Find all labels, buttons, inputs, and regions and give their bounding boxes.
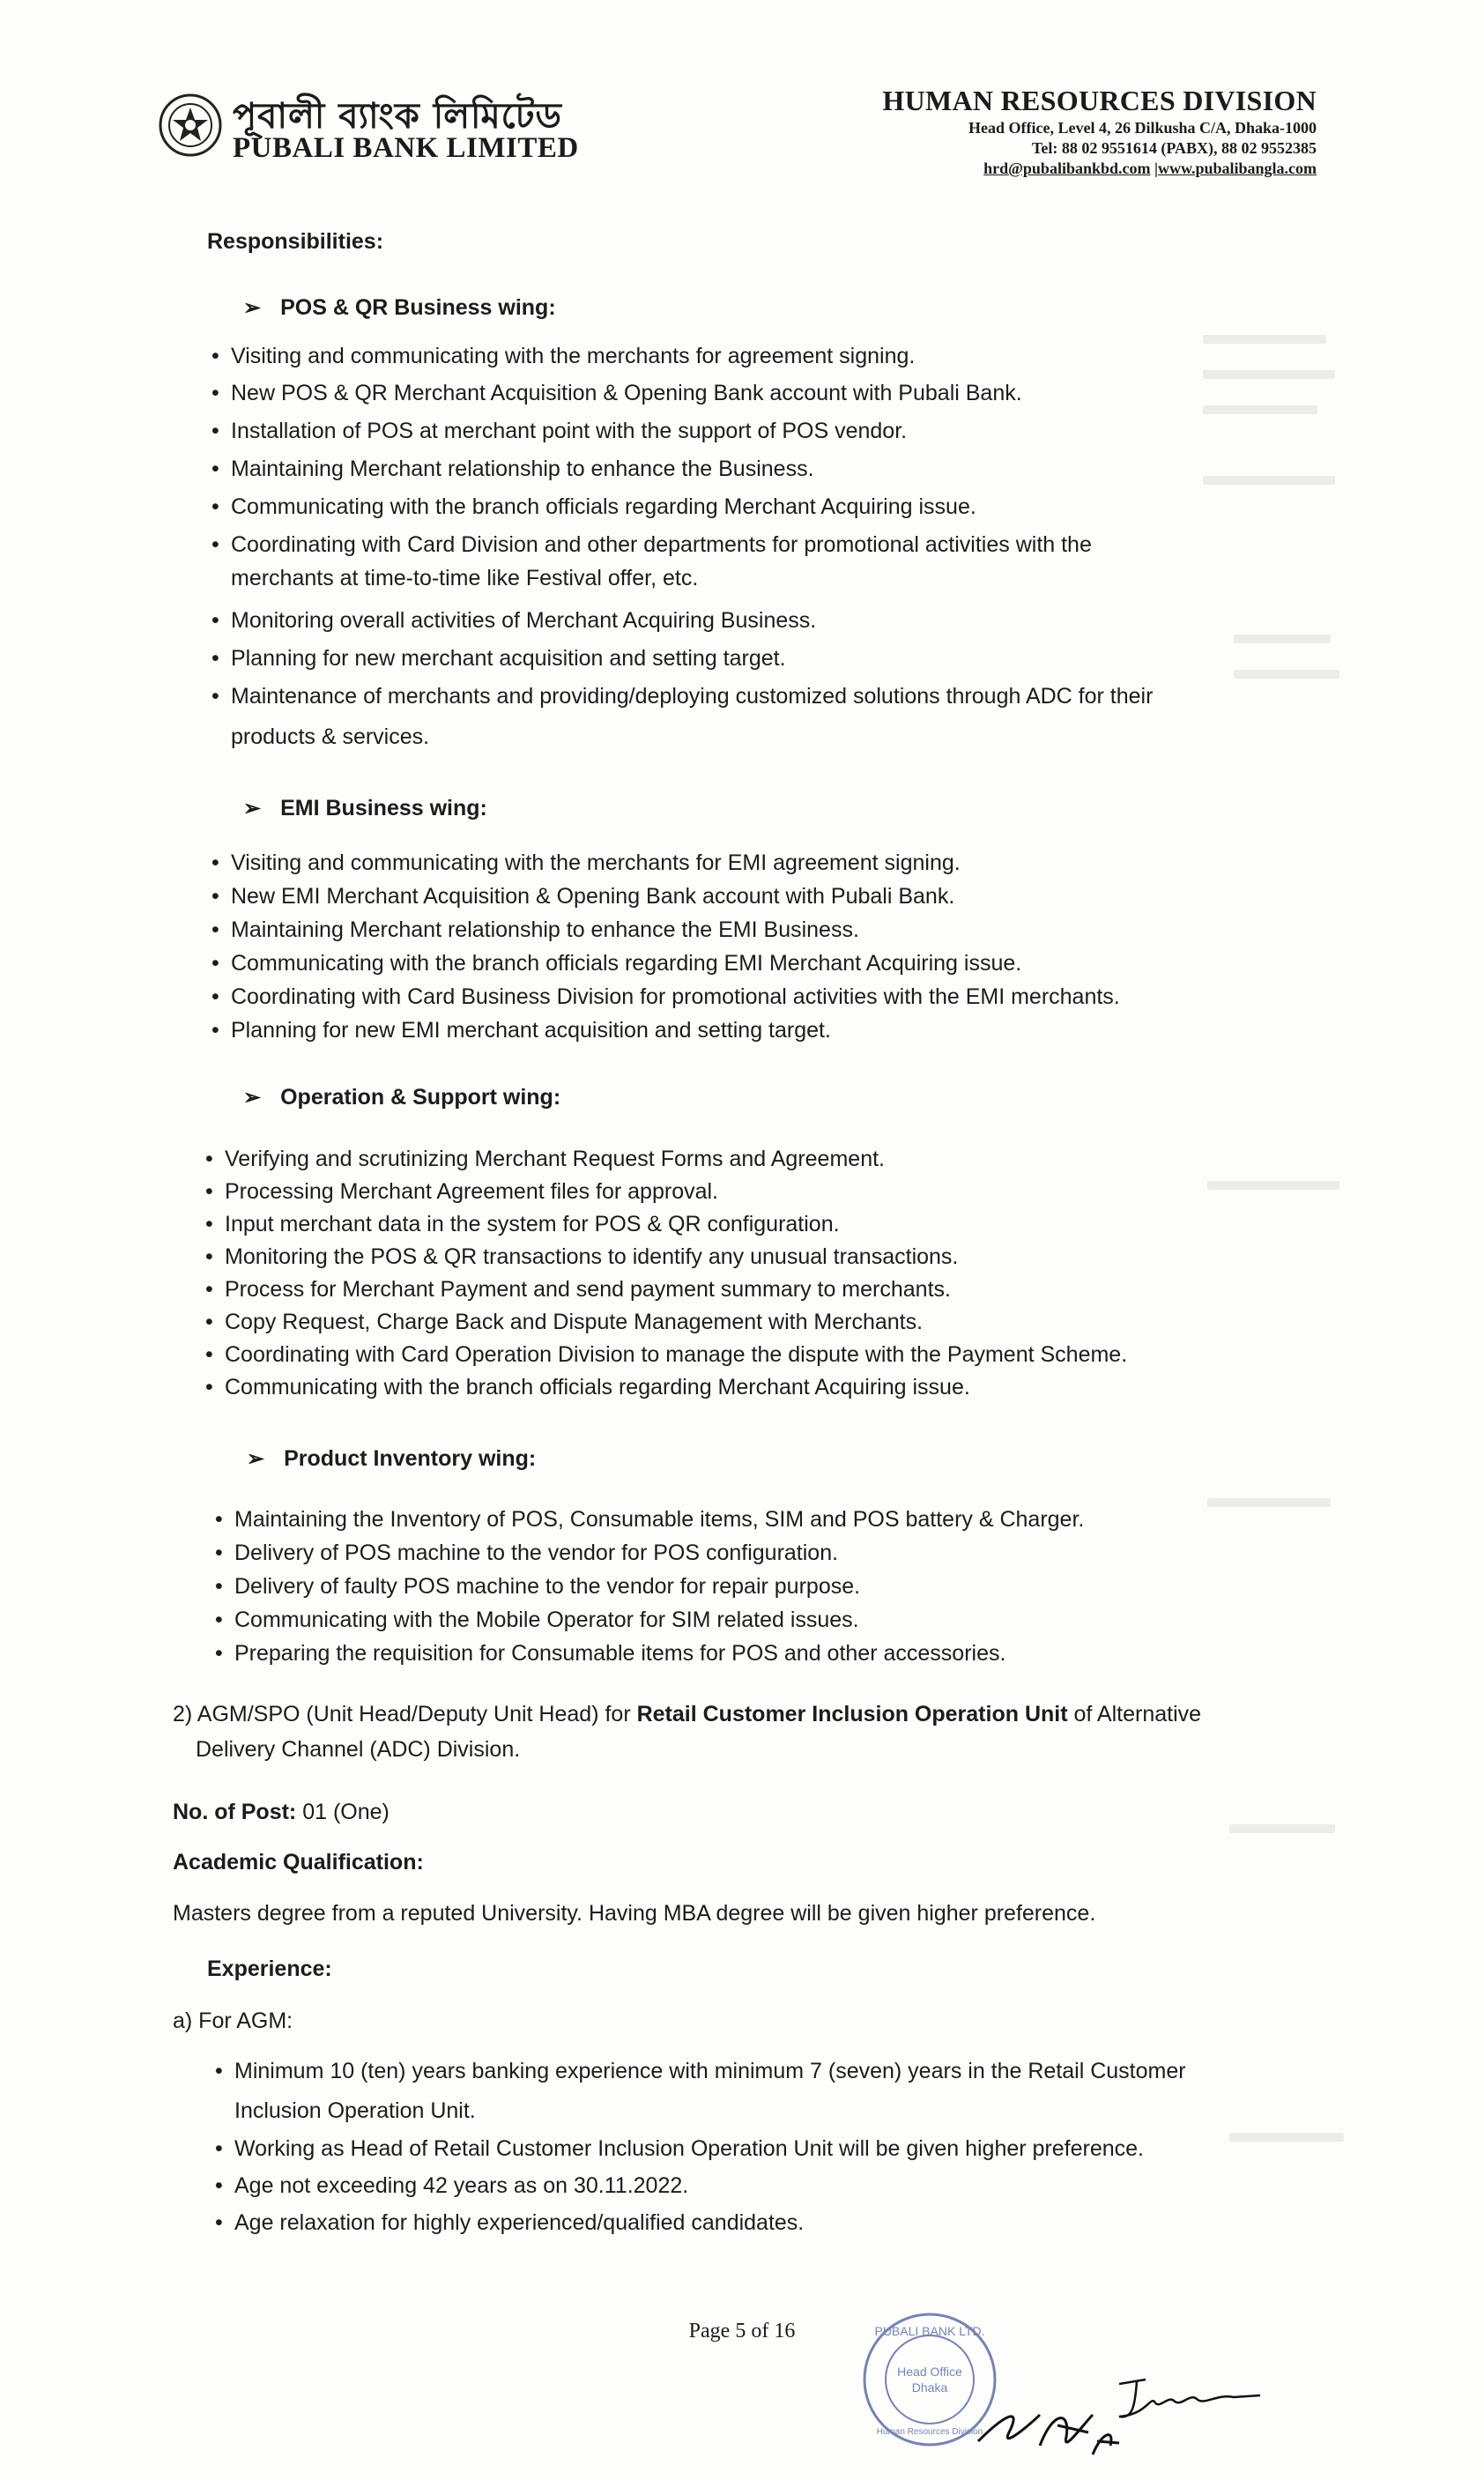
phone-numbers: Tel: 88 02 9551614 (PABX), 88 02 9552385 — [1032, 139, 1317, 157]
no-of-post — [173, 1798, 390, 1826]
bleed-through — [1229, 1824, 1335, 1833]
bleed-through — [1203, 476, 1335, 485]
list-item: • Delivery of faulty POS machine to the vendor for repair purpose. — [215, 1572, 1084, 1606]
pos-wing-list — [211, 342, 1092, 570]
bleed-through — [1207, 1498, 1331, 1507]
ops-wing-title: Operation & Support wing: — [280, 1085, 561, 1110]
list-item: • Monitoring the POS & QR transactions to identify any unusual transactions. — [205, 1243, 1127, 1275]
bank-logo — [157, 88, 579, 176]
list-item: • Delivery of POS machine to the vendor for POS configuration. — [215, 1539, 1084, 1572]
no-of-post-value: 01 (One) — [296, 1800, 390, 1824]
bank-name-bangla: পূবালী ব্যাংক লিমিটেড — [233, 95, 562, 137]
post-2-title-suffix: of Alternative — [1067, 1702, 1202, 1726]
arrow-bullet-icon: ➢ — [247, 1447, 265, 1471]
list-item: • Monitoring overall activities of Merchant Acquiring Business. — [211, 606, 1153, 644]
bleed-through — [1203, 370, 1335, 379]
list-item: • Maintaining Merchant relationship to enhance the Business. — [211, 455, 1092, 493]
list-item: • Planning for new EMI merchant acquisition and setting target. — [211, 1016, 1120, 1050]
list-item: • Maintaining the Inventory of POS, Consumable items, SIM and POS battery & Charger. — [215, 1505, 1084, 1539]
list-item: • Copy Request, Charge Back and Dispute Management with Merchants. — [205, 1308, 1127, 1340]
email-link[interactable]: hrd@pubalibankbd.com — [983, 160, 1151, 177]
stamp-top-text: PUBALI BANK LTD. — [874, 2324, 985, 2338]
list-item-continuation: products & services. — [231, 724, 430, 749]
list-item: • Processing Merchant Agreement files for approval. — [205, 1177, 1127, 1210]
list-item: • Communicating with the branch officials regarding EMI Merchant Acquiring issue. — [211, 949, 1120, 983]
academic-qualification-text: Masters degree from a reputed University. Having MBA degree will be given higher preference. — [173, 1901, 1096, 1926]
no-of-post-label: No. of Post: — [173, 1800, 297, 1824]
bank-seal-icon — [157, 92, 224, 159]
bleed-through — [1207, 1181, 1339, 1190]
stamp-center-line-2: Dhaka — [911, 2380, 948, 2395]
list-item: • Visiting and communicating with the merchants for agreement signing. — [211, 342, 1092, 379]
arrow-bullet-icon: ➢ — [243, 797, 262, 820]
inventory-wing-heading — [247, 1444, 536, 1474]
division-title: HUMAN RESOURCES DIVISION — [882, 85, 1317, 116]
pos-wing-title: POS & QR Business wing: — [280, 295, 556, 320]
hr-division-block — [882, 85, 1317, 178]
post-2-title-line-2: Delivery Channel (ADC) Division. — [196, 1737, 521, 1762]
emi-wing-heading — [243, 794, 487, 823]
list-item: • Coordinating with Card Business Division for promotional activities with the EMI merchants. — [211, 983, 1120, 1016]
inventory-wing-title: Product Inventory wing: — [284, 1446, 537, 1471]
list-item: • New POS & QR Merchant Acquisition & Opening Bank account with Pubali Bank. — [211, 379, 1092, 417]
stamp-center-line-1: Head Office — [897, 2365, 962, 2379]
inventory-wing-list — [215, 1505, 1084, 1673]
list-item: • Coordinating with Card Division and other departments for promotional activities with the — [211, 531, 1092, 570]
pos-wing-heading — [243, 293, 556, 323]
list-item: • Age relaxation for highly experienced/qualified candidates. — [215, 2209, 1144, 2246]
list-item: • Maintaining Merchant relationship to enhance the EMI Business. — [211, 916, 1120, 949]
ops-wing-heading — [243, 1083, 560, 1112]
academic-qualification-label: Academic Qualification: — [173, 1850, 424, 1875]
list-item: • Installation of POS at merchant point with the support of POS vendor. — [211, 417, 1092, 455]
list-item: • Planning for new merchant acquisition and setting target. — [211, 644, 1153, 682]
list-item: • Process for Merchant Payment and send payment summary to merchants. — [205, 1275, 1127, 1308]
website-link[interactable]: www.pubalibangla.com — [1157, 160, 1317, 177]
bleed-through — [1229, 2133, 1344, 2142]
list-item: • New EMI Merchant Acquisition & Opening Bank account with Pubali Bank. — [211, 882, 1120, 916]
post-2-title — [173, 1700, 1201, 1728]
pos-wing-list-cont — [211, 606, 1153, 721]
list-item: • Communicating with the branch officials regarding Merchant Acquiring issue. — [211, 493, 1092, 531]
contact-links — [882, 160, 1317, 178]
list-item-continuation: Inclusion Operation Unit. — [234, 2098, 476, 2123]
post-2-title-prefix: 2) AGM/SPO (Unit Head/Deputy Unit Head) for — [173, 1702, 637, 1726]
arrow-bullet-icon: ➢ — [243, 1086, 262, 1110]
list-item-continuation: merchants at time-to-time like Festival offer, etc. — [231, 566, 699, 590]
ops-wing-list — [205, 1145, 1127, 1406]
list-item: • Input merchant data in the system for POS & QR configuration. — [205, 1210, 1127, 1243]
list-item: • Communicating with the Mobile Operator for SIM related issues. — [215, 1606, 1084, 1639]
emi-wing-list — [211, 849, 1120, 1050]
responsibilities-heading: Responsibilities: — [207, 229, 384, 254]
list-item: • Verifying and scrutinizing Merchant Request Forms and Agreement. — [205, 1145, 1127, 1177]
post-2-unit-name: Retail Customer Inclusion Operation Unit — [636, 1702, 1068, 1726]
list-item: • Visiting and communicating with the merchants for EMI agreement signing. — [211, 849, 1120, 882]
list-item: • Working as Head of Retail Customer Inclusion Operation Unit will be given higher preference. — [215, 2135, 1144, 2172]
list-item: • Preparing the requisition for Consumable items for POS and other accessories. — [215, 1639, 1084, 1673]
list-item: • Age not exceeding 42 years as on 30.11.2022. — [215, 2172, 1144, 2209]
bleed-through — [1203, 405, 1317, 414]
experience-label: Experience: — [207, 1957, 332, 1981]
list-item: • Coordinating with Card Operation Division to manage the dispute with the Payment Scheme. — [205, 1340, 1127, 1373]
list-item: • Maintenance of merchants and providing/deploying customized solutions through ADC for their — [211, 682, 1153, 721]
agm-experience-list-cont — [215, 2135, 1144, 2246]
bank-name-english: PUBALI BANK LIMITED — [233, 132, 579, 164]
agm-experience-list — [215, 2057, 1186, 2085]
bleed-through — [1203, 335, 1326, 344]
bleed-through — [1234, 670, 1339, 679]
handwritten-signatures — [969, 2362, 1269, 2459]
arrow-bullet-icon: ➢ — [243, 296, 262, 320]
list-item: • Minimum 10 (ten) years banking experience with minimum 7 (seven) years in the Retail Customer — [215, 2057, 1186, 2085]
office-address: Head Office, Level 4, 26 Dilkusha C/A, Dhaka-1000 — [968, 119, 1317, 137]
emi-wing-title: EMI Business wing: — [280, 796, 487, 820]
list-item: • Communicating with the branch officials regarding Merchant Acquiring issue. — [205, 1373, 1127, 1406]
bleed-through — [1234, 635, 1331, 643]
agm-label: a) For AGM: — [173, 2009, 293, 2033]
page-number: Page 5 of 16 — [688, 2320, 796, 2343]
stamp-bottom-text: Human Resources Division — [876, 2427, 983, 2437]
link-separator: | — [1154, 160, 1158, 177]
